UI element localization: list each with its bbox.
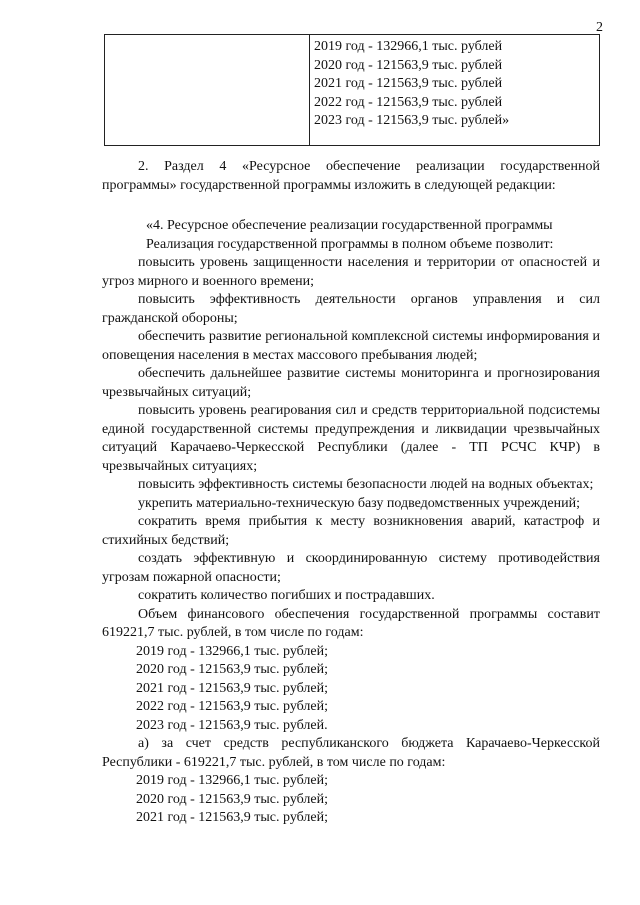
year-a-line: 2021 год - 121563,9 тыс. рублей; [136, 810, 329, 825]
paragraph: повысить уровень реагирования сил и средств территориальной подсистемы единой государственной системы предупреждения и ликвидации чрезвычайных ситуаций Карачаево-Черкесской Республики (далее - ТП РСЧС КЧР) в чрезвычайных ситуациях; [102, 403, 600, 474]
paragraph: сократить время прибытия к месту возникновения аварий, катастроф и стихийных бедствий; [102, 514, 600, 548]
table-year-line: 2022 год - 121563,9 тыс. рублей [314, 94, 503, 110]
section-heading: «4. Ресурсное обеспечение реализации государственной программы [146, 218, 553, 233]
paragraph: укрепить материально-техническую базу подведомственных учреждений; [138, 495, 580, 511]
paragraph: Реализация государственной программы в полном объеме позволит: [146, 236, 554, 252]
amendment-paragraph: 2. Раздел 4 «Ресурсное обеспечение реализации государственной программы» государственной программы изложить в следующей редакции: [102, 159, 600, 193]
table-year-line: 2019 год - 132966,1 тыс. рублей [314, 39, 503, 54]
year-total-line: 2023 год - 121563,9 тыс. рублей. [136, 717, 328, 733]
year-total-line: 2022 год - 121563,9 тыс. рублей; [136, 699, 329, 714]
year-total-line: 2019 год - 132966,1 тыс. рублей; [136, 643, 329, 659]
year-a-line: 2020 год - 121563,9 тыс. рублей; [136, 791, 329, 807]
funding-table [104, 34, 600, 146]
page-number: 2 [596, 20, 603, 35]
year-total-line: 2021 год - 121563,9 тыс. рублей; [136, 680, 329, 696]
subsection-a: а) за счет средств республиканского бюджета Карачаево-Черкесской Республики - 619221,7 тыс. рублей, в том числе по годам: [102, 736, 600, 770]
table-years-cell [310, 35, 599, 145]
table-year-line: 2021 год - 121563,9 тыс. рублей [314, 76, 503, 91]
paragraph: создать эффективную и скоординированную систему противодействия угрозам пожарной опасности; [102, 551, 600, 585]
document-body [102, 158, 600, 828]
paragraph: повысить эффективность деятельности органов управления и сил гражданской обороны; [102, 292, 600, 326]
year-total-line: 2020 год - 121563,9 тыс. рублей; [136, 662, 329, 677]
paragraph: повысить уровень защищенности населения и территории от опасностей и угроз мирного и военного времени; [102, 255, 600, 289]
paragraph: Объем финансового обеспечения государственной программы составит 619221,7 тыс. рублей, в том числе по годам: [102, 606, 600, 640]
paragraph: повысить эффективность системы безопасности людей на водных объектах; [138, 477, 594, 492]
paragraph: обеспечить дальнейшее развитие системы мониторинга и прогнозирования чрезвычайных ситуаций; [102, 366, 600, 400]
paragraph: сократить количество погибших и пострадавших. [138, 588, 435, 603]
paragraph: обеспечить развитие региональной комплексной системы информирования и оповещения населения в местах массового пребывания людей; [102, 329, 600, 363]
table-year-line: 2020 год - 121563,9 тыс. рублей [314, 57, 503, 73]
table-empty-cell [105, 35, 310, 145]
table-year-line: 2023 год - 121563,9 тыс. рублей» [314, 113, 510, 128]
year-a-line: 2019 год - 132966,1 тыс. рублей; [136, 773, 329, 788]
